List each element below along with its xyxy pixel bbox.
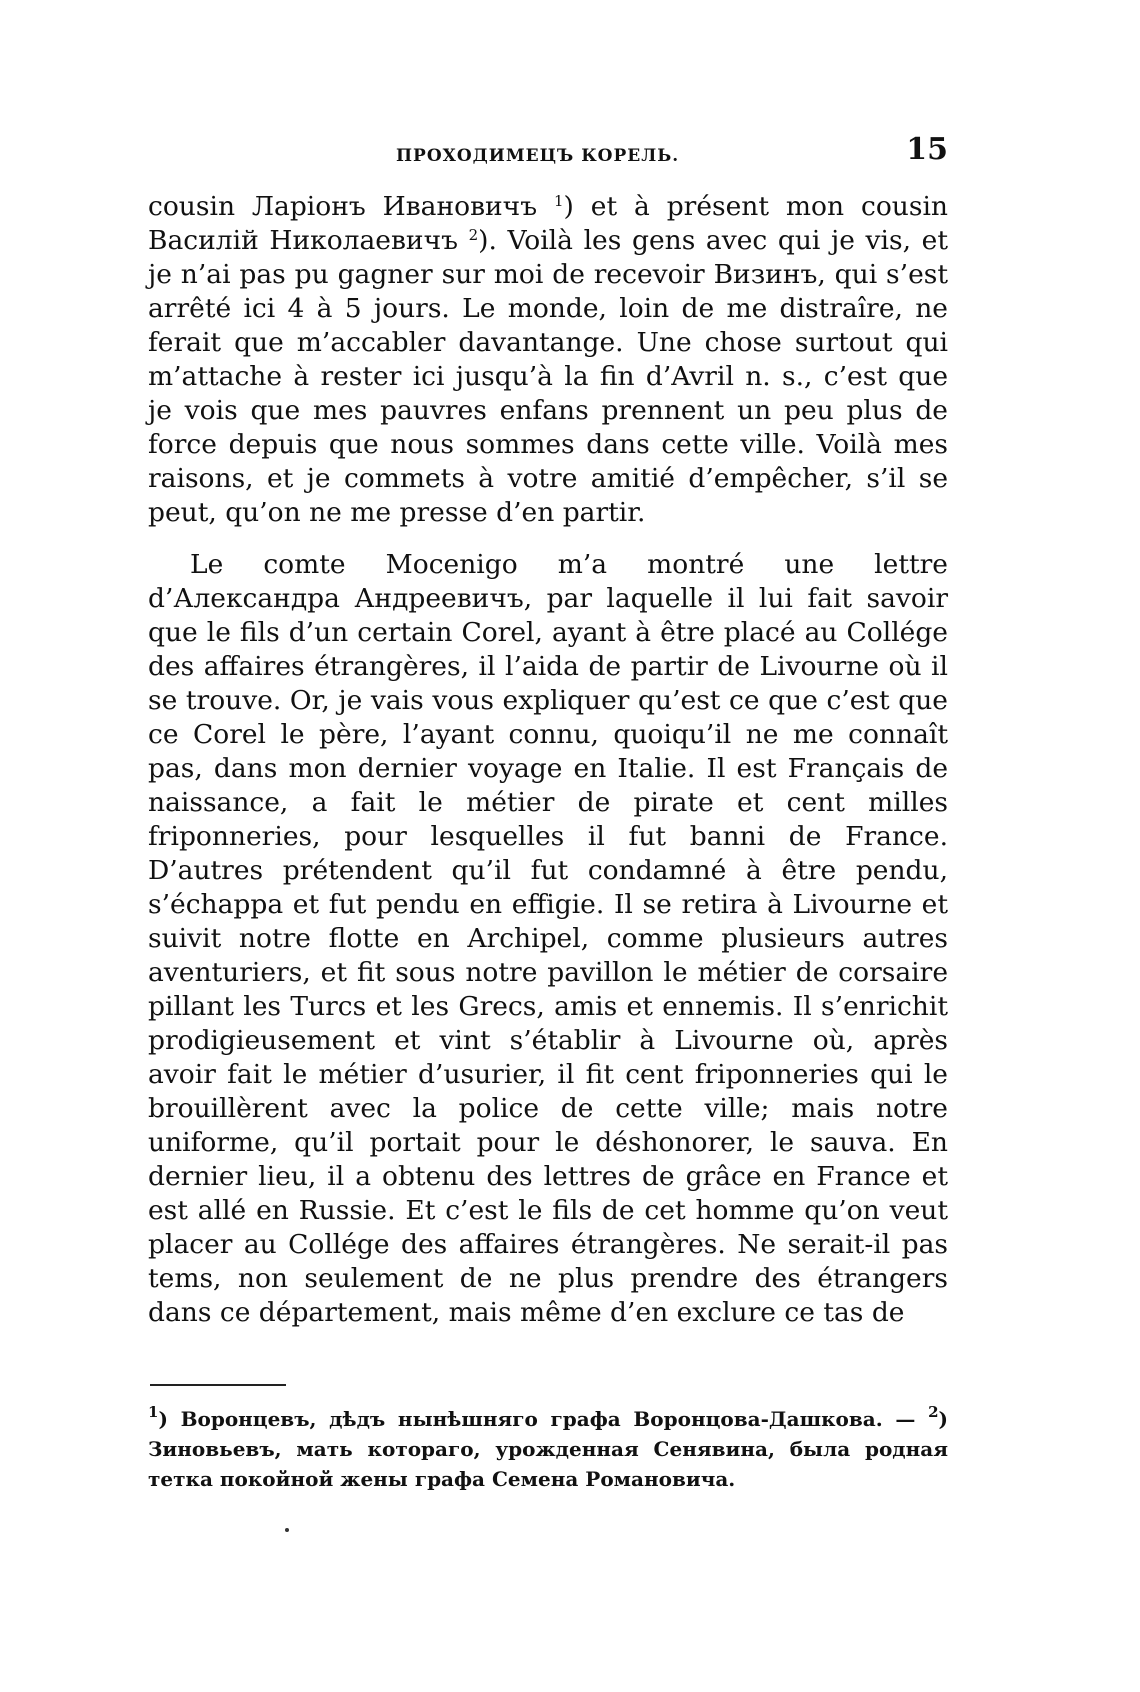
footnote-1-marker: 1 xyxy=(148,1403,159,1421)
footnotes xyxy=(148,1404,948,1494)
paragraph-2: Le comte Mocenigo m’a montré une lettre d’Александра Андреевичъ, par laquelle il lui fait savoir que le fils d’un certain Corel, ayant à être placé au Collége des affaires étrangères, il l’aida de partir de Livourne où il se trouve. Or, je vais vous expliquer qu’est ce que c’est que ce Corel le père, l’ayant connu, quoiqu’il ne me connaît pas, dans mon dernier voyage en Italie. Il est Français de naissance, a fait le métier de pirate et cent milles friponneries, pour lesquelles il fut banni de France. D’autres prétendent qu’il fut condamné à être pendu, s’échappa et fut pendu en effigie. Il se retira à Livourne et suivit notre flotte en Archipel, comme plusieurs autres aventuriers, et fit sous notre pavillon le métier de corsaire pillant les Turcs et les Grecs, amis et ennemis. Il s’enrichit prodigieusement et vint s’établir à Livourne où, après avoir fait le métier d’usurier, il fit cent friponneries qui le brouillèrent avec la police de cette ville; mais notre uniforme, qu’il portait pour le déshonorer, le sauva. En dernier lieu, il a obtenu des lettres de grâce en France et est allé en Russie. Et c’est le fils de cet homme qu’on veut placer au Collége des affaires étrangères. Ne serait-il pas tems, non seulement de ne plus prendre des étrangers dans ce département, mais même d’en exclure ce tas de xyxy=(148,549,948,1328)
paragraph-1 xyxy=(148,190,948,530)
page-number: 15 xyxy=(906,132,948,167)
running-title: ПРОХОДИМЕЦЪ КОРЕЛЬ. xyxy=(396,146,680,166)
footnote-ref-1: 1 xyxy=(553,192,564,210)
paragraph-1-part-a: cousin Ларіонъ Ивановичъ xyxy=(148,191,538,222)
main-text xyxy=(148,190,948,1330)
paragraph-1-part-b: ) et à présent mon cousin Василій Николаевичъ xyxy=(148,191,948,256)
footnote-1-text: ) Воронцевъ, дѣдъ нынѣшняго графа Воронцова-Дашкова. — xyxy=(158,1407,929,1431)
paragraph-1-part-c: ). Voilà les gens avec qui je vis, et je n’ai pas pu gagner sur moi de recevoir Визинъ, qui s’est arrêté ici 4 à 5 jours. Le monde, loin de me distraîre, ne ferait que m’accabler davantange. Une chose surtout qui m’attache à rester ici jusqu’à la fin d’Avril n. s., c’est que je vois que mes pauvres enfans prennent un peu plus de force depuis que nous sommes dans cette ville. Voilà mes raisons, et je commets à votre amitié d’empêcher, s’il se peut, qu’on ne me presse d’en partir. xyxy=(148,225,948,528)
footnote-block xyxy=(148,1404,948,1494)
footnote-divider xyxy=(150,1384,286,1386)
footnote-2-text: ) Зиновьевъ, мать котораго, урожденная Сенявина, была родная тетка покойной жены графа Семена Романовича. xyxy=(148,1407,948,1491)
footnote-ref-2: 2 xyxy=(468,226,479,244)
running-head xyxy=(148,132,948,172)
footnote-2-marker: 2 xyxy=(928,1403,939,1421)
print-speck xyxy=(285,1528,289,1532)
